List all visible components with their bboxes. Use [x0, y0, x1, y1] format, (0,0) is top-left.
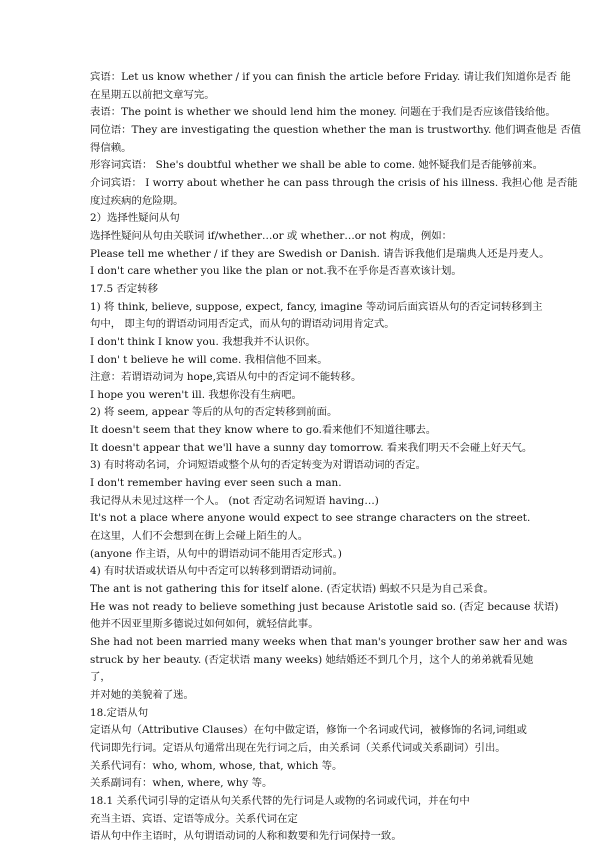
section-heading: 18.定语从句: [90, 706, 149, 719]
document-body: [90, 69, 582, 846]
text-line: It's not a place where anyone would expect to see strange characters on the street.: [90, 512, 531, 525]
text-line: It doesn't appear that we'll have a sunny day tomorrow. 看来我们明天不会碰上好天气。: [90, 441, 533, 454]
text-line: 4) 有时状语或状语从句中否定可以转移到谓语动词前。: [90, 565, 343, 578]
text-line: 关系代词有：who, whom, whose, that, which 等。: [90, 759, 343, 772]
text-line: 度过疾病的危险期。: [90, 194, 184, 207]
text-line: 2) 将 seem, appear 等后的从句的否定转移到前面。: [90, 406, 338, 419]
text-line: 句中， 即主句的谓语动词用否定式，而从句的谓语动词用肯定式。: [90, 318, 395, 331]
text-line: I hope you weren't ill. 我想你没有生病吧。: [90, 388, 302, 401]
section-heading: 18.1 关系代词引导的定语从句关系代替的先行词是人或物的名词或代词，并在句中: [90, 794, 470, 807]
text-line: 并对她的美貌着了迷。: [90, 688, 194, 701]
text-line: (anyone 作主语，从句中的谓语动词不能用否定形式。): [90, 547, 342, 560]
text-line: Please tell me whether / if they are Swedish or Danish. 请告诉我他们是瑞典人还是丹麦人。: [90, 247, 550, 260]
text-line: 1) 将 think, believe, suppose, expect, fancy, imagine 等动词后面宾语从句的否定词转移到主: [90, 300, 543, 313]
section-heading: 2）选择性疑问从句: [90, 212, 180, 225]
text-line: She had not been married many weeks when that man's younger brother saw her and was: [90, 636, 568, 648]
text-line: 注意：若谓语动词为 hope,宾语从句中的否定词不能转移。: [90, 371, 362, 384]
text-line: 介词宾语： I worry about whether he can pass through the crisis of his illness. 我担心他 是否能: [90, 176, 578, 189]
text-line: 选择性疑问从句由关联词 if/whether…or 或 whether…or not 构成，例如：: [90, 229, 453, 242]
text-line: 充当主语、宾语、定语等成分。关系代词在定: [90, 812, 298, 825]
text-line: 得信赖。: [90, 141, 132, 154]
text-line: 代词即先行词。定语从句通常出现在先行词之后，由关系词（关系代词或关系副词）引出。: [90, 741, 506, 754]
text-line: struck by her beauty. (否定状语 many weeks) 她结婚还不到几个月，这个人的弟弟就看见她: [90, 653, 534, 666]
text-line: 他并不因亚里斯多德说过如何如何，就轻信此事。: [90, 618, 319, 631]
text-line: 定语从句（Attributive Clauses）在句中做定语，修饰一个名词或代词，被修饰的名词,词组或: [90, 724, 527, 737]
section-heading: 17.5 否定转移: [90, 282, 159, 295]
text-line: 形容词宾语： She's doubtful whether we shall be able to come. 她怀疑我们是否能够前来。: [90, 159, 544, 172]
text-line: 宾语：Let us know whether / if you can finish the article before Friday. 请让我们知道你是否 能: [90, 71, 571, 83]
text-line: I don't remember having ever seen such a man.: [90, 477, 342, 490]
text-line: 在这里，人们不会想到在街上会碰上陌生的人。: [90, 530, 309, 543]
text-line: I don' t believe he will come. 我相信他不回来。: [90, 353, 328, 366]
text-line: 关系副词有：when, where, why 等。: [90, 777, 273, 790]
text-line: 3) 有时将动名词，介词短语或整个从句的否定转变为对谓语动词的否定。: [90, 459, 427, 472]
text-line: I don't care whether you like the plan or not.我不在乎你是否喜欢该计划。: [90, 265, 462, 278]
text-line: 表语：The point is whether we should lend him the money. 问题在于我们是否应该借钱给他。: [90, 106, 556, 119]
text-line: 同位语：They are investigating the question whether the man is trustworthy. 他们调查他是 否值: [90, 123, 582, 136]
text-line: It doesn't seem that they know where to go.看来他们不知道往哪去。: [90, 424, 437, 437]
text-line: He was not ready to believe something just because Aristotle said so. (否定 because 状语): [90, 600, 559, 613]
text-line: 语从句中作主语时，从句谓语动词的人称和数要和先行词保持一致。: [90, 830, 402, 843]
text-line: 在星期五以前把文章写完。: [90, 88, 215, 101]
text-line: The ant is not gathering this for itself alone. (否定状语) 蚂蚁不只是为自己采食。: [90, 583, 494, 596]
text-line: I don't think I know you. 我想我并不认识你。: [90, 335, 316, 348]
text-line: 了，: [90, 671, 111, 684]
text-line: 我记得从未见过这样一个人。 (not 否定动名词短语 having…): [90, 494, 379, 507]
